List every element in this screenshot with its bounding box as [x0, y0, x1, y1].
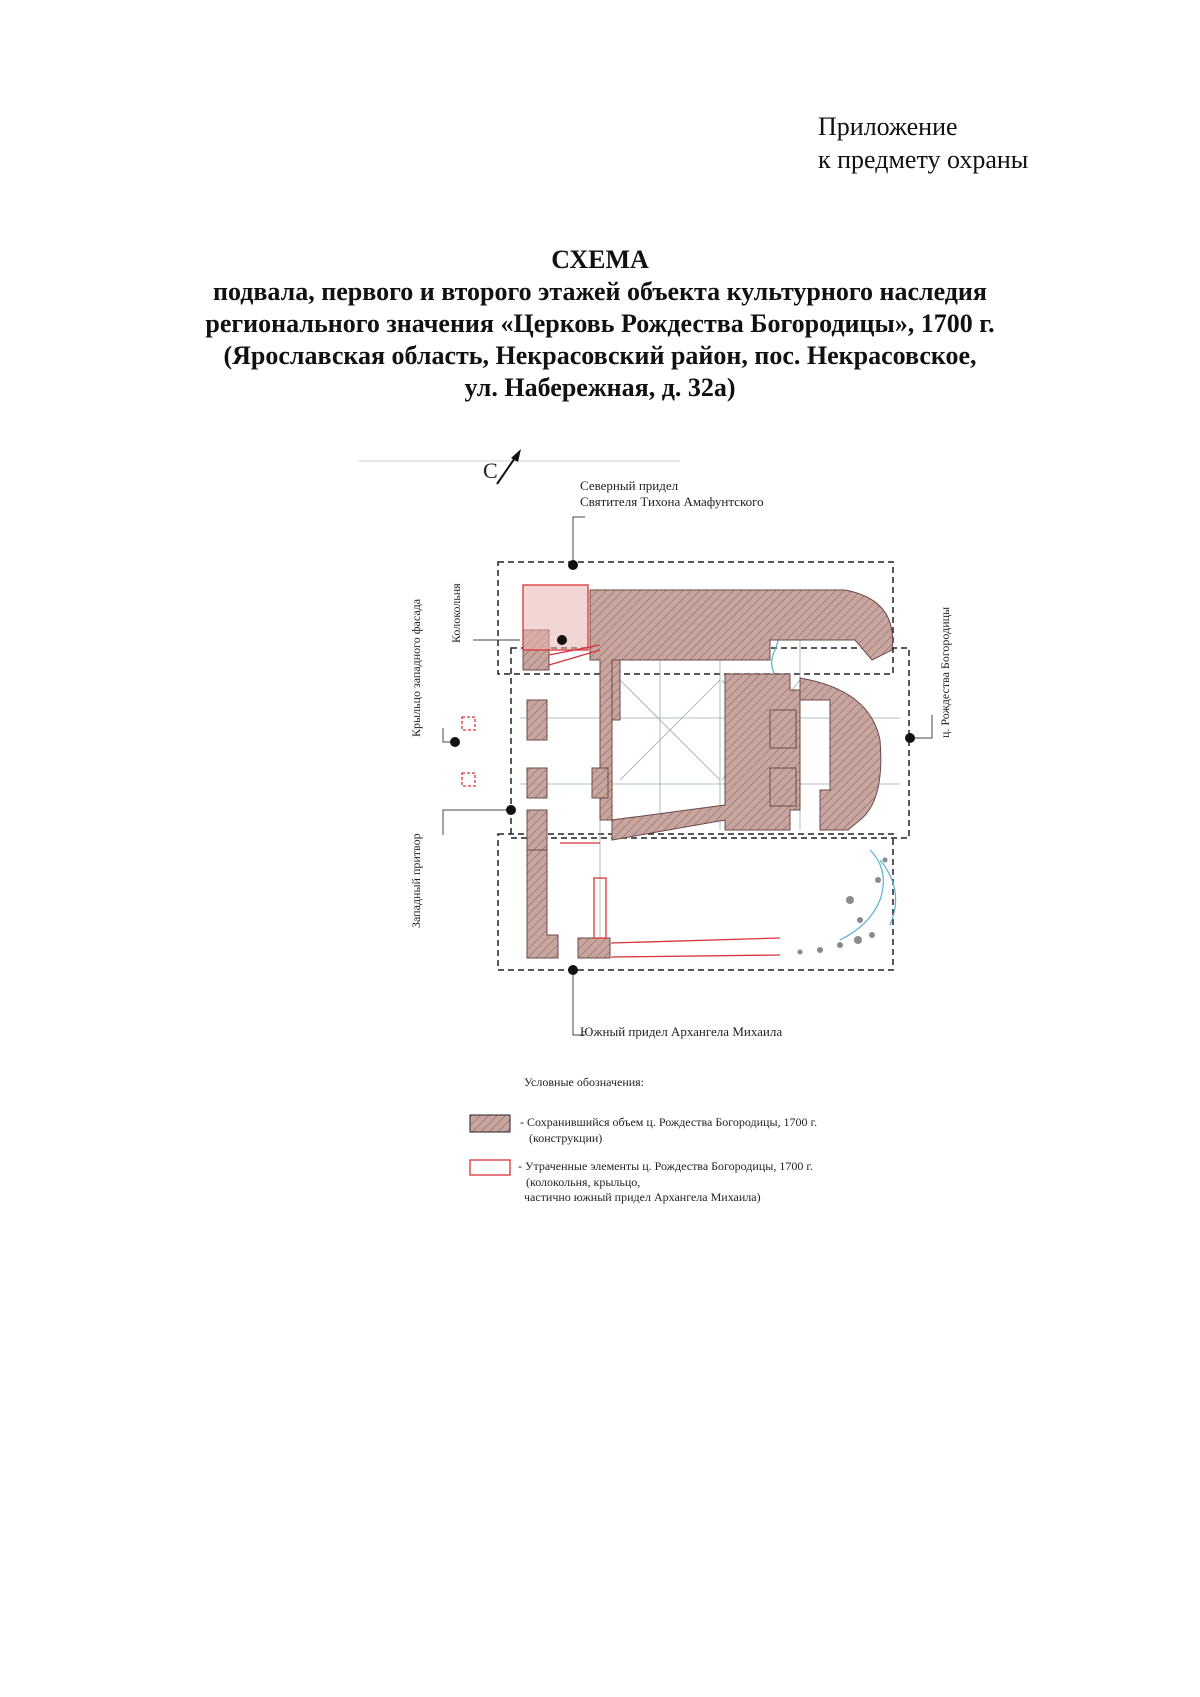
- south-west-corner: [527, 850, 558, 958]
- north-letter: С: [483, 458, 498, 483]
- label-south-chapel: Южный придел Архангела Михаила: [580, 1024, 783, 1039]
- label-church: ц. Рождества Богородицы: [938, 606, 952, 738]
- legend-lost-line-1: - Утраченные элементы ц. Рождества Богородицы, 1700 г.: [518, 1159, 813, 1173]
- apse: [800, 678, 881, 830]
- legend-title: Условные обозначения:: [524, 1075, 645, 1089]
- legend: [470, 1075, 817, 1204]
- appendix-line-1: Приложение: [818, 112, 958, 141]
- title-line-4: ул. Набережная, д. 32а): [464, 373, 736, 402]
- legend-preserved-swatch: [470, 1115, 510, 1132]
- label-west-narthex: Западный притвор: [409, 833, 423, 928]
- west-pier-3: [527, 810, 547, 850]
- west-pier-2: [527, 768, 547, 798]
- label-porch: Крыльцо западного фасада: [409, 598, 423, 737]
- legend-lost-swatch: [470, 1160, 510, 1175]
- north-arrow: [483, 449, 521, 484]
- label-north-chapel-1: Северный придел: [580, 478, 679, 493]
- porch-square-2: [462, 773, 475, 786]
- label-belfry: Колокольня: [449, 583, 463, 643]
- title-heading: СХЕМА: [551, 245, 649, 274]
- label-north-chapel-2: Святителя Тихона Амафунтского: [580, 494, 764, 509]
- legend-lost-line-2: (колокольня, крыльцо,: [526, 1175, 641, 1189]
- title-line-3: (Ярославская область, Некрасовский район, пос. Некрасовское,: [223, 341, 977, 370]
- pier-1: [612, 660, 620, 720]
- west-pier-1: [527, 700, 547, 740]
- legend-preserved-line-2: (конструкции): [529, 1131, 603, 1145]
- choir-walls: [612, 674, 800, 840]
- title-line-2: регионального значения «Церковь Рождества Богородицы», 1700 г.: [205, 309, 995, 338]
- legend-preserved-line-1: - Сохранившийся объем ц. Рождества Богородицы, 1700 г.: [520, 1115, 818, 1129]
- south-pier: [578, 938, 610, 958]
- title-line-1: подвала, первого и второго этажей объекта культурного наследия: [213, 277, 987, 306]
- belfry-lost: [523, 585, 588, 650]
- appendix-line-2: к предмету охраны: [818, 145, 1029, 174]
- pier-2: [770, 710, 796, 748]
- pier-3: [770, 768, 796, 806]
- porch-square-1: [462, 717, 475, 730]
- legend-lost-line-3: частично южный придел Архангела Михаила): [524, 1190, 761, 1204]
- rubble: [798, 858, 888, 955]
- pier-4: [592, 768, 608, 798]
